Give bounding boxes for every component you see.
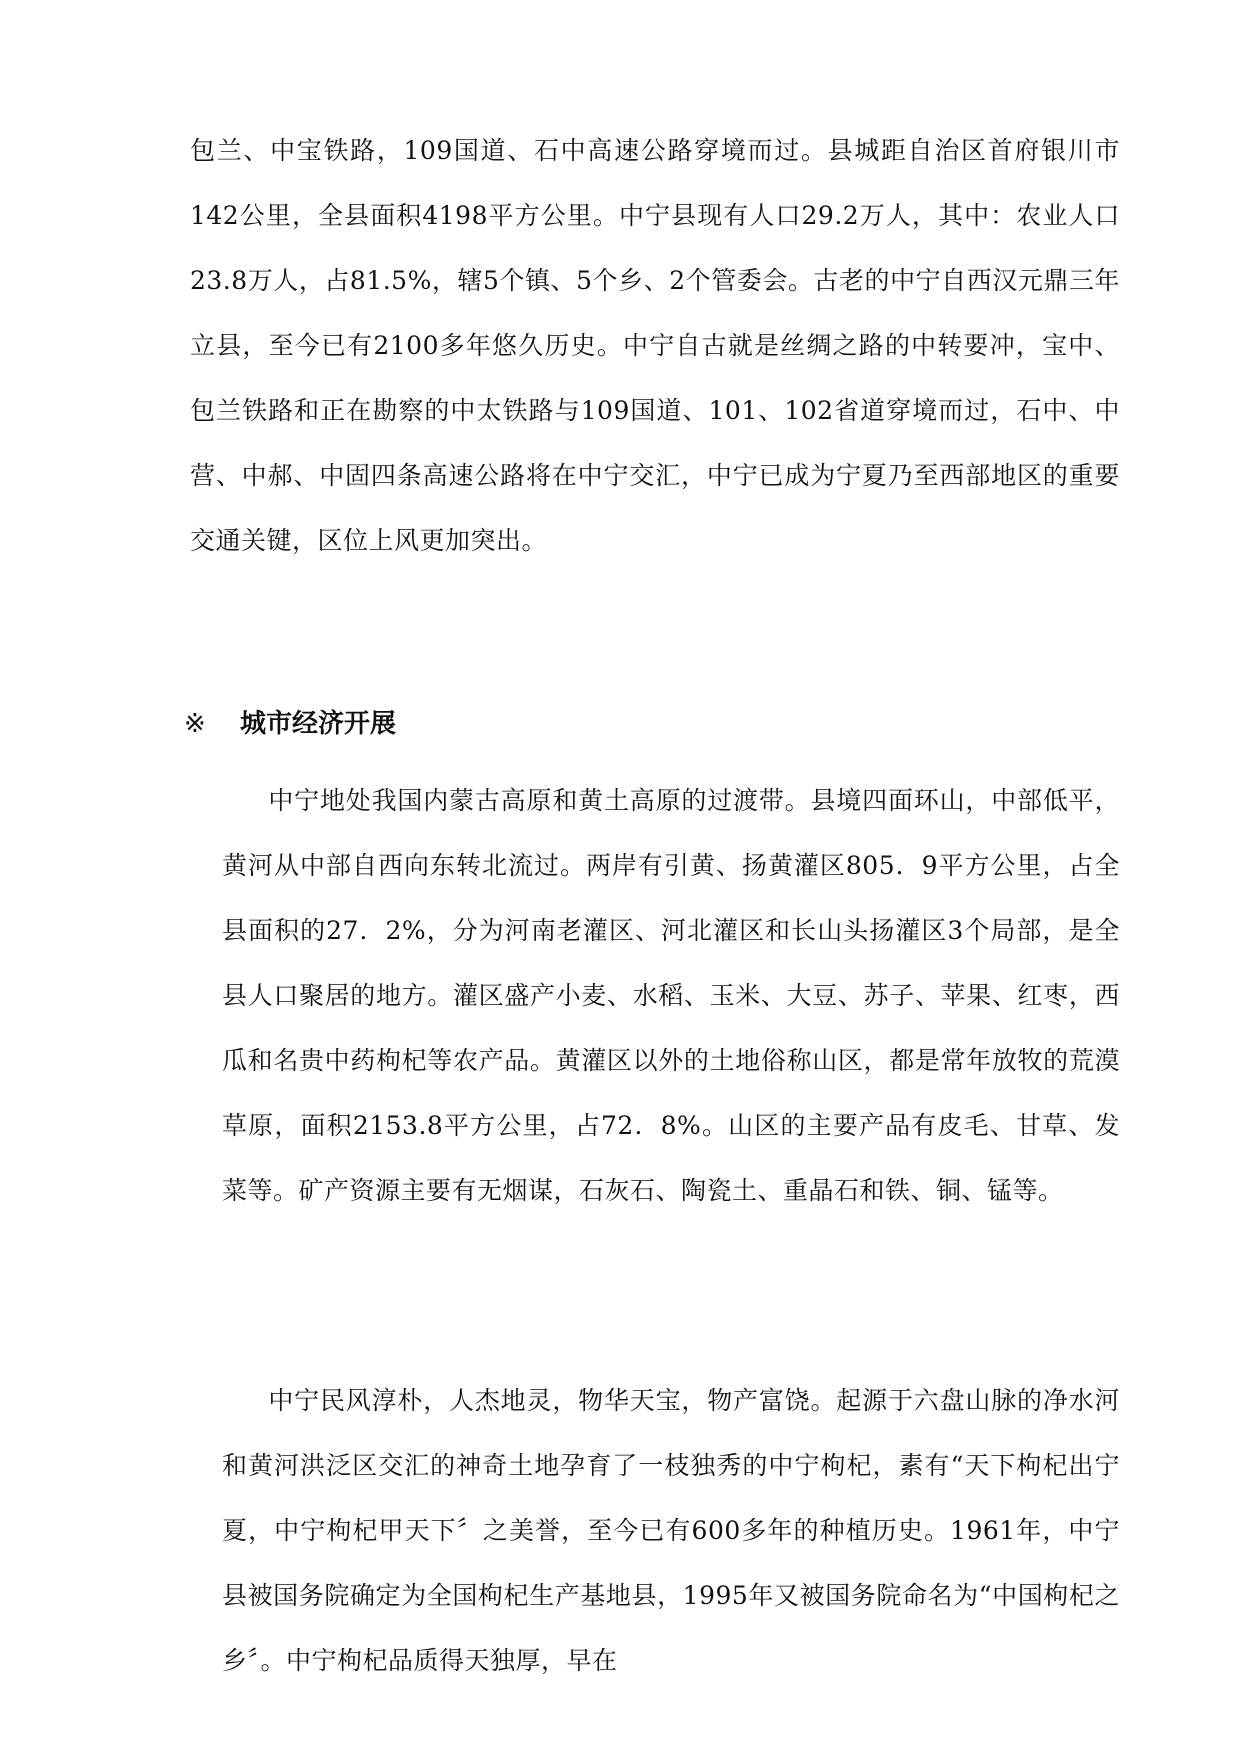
section-heading: [184, 700, 396, 748]
paragraph-text: 中宁民风淳朴，人杰地灵，物华天宝，物产富饶。起源于六盘山脉的净水河和黄河洪泛区交汇的神奇土地孕育了一枝独秀的中宁枸杞，素有“天下枸杞出宁夏，中宁枸杞甲天下〞之美誉，至今已有600多年的种植历史。1961年，中宁县被国务院确定为全国枸杞生产基地县，1995年又被国务院命名为“中国枸杞之乡〞。中宁枸杞品质得天独厚，早在: [222, 1386, 1120, 1675]
body-paragraph-geography: [222, 768, 1120, 1223]
body-paragraph-wolfberry: [222, 1368, 1120, 1693]
intro-paragraph: 包兰、中宝铁路，109国道、石中高速公路穿境而过。县城距自治区首府银川市142公里，全县面积4198平方公里。中宁县现有人口29.2万人，其中：农业人口23.8万人，占81.5%，辖5个镇、5个乡、2个管委会。古老的中宁自西汉元鼎三年立县，至今已有2100多年悠久历史。中宁自古就是丝绸之路的中转要冲，宝中、包兰铁路和正在勘察的中太铁路与109国道、101、102省道穿境而过，石中、中营、中郝、中固四条高速公路将在中宁交汇，中宁已成为宁夏乃至西部地区的重要交通关键，区位上风更加突出。: [190, 136, 1120, 555]
paragraph-text: 中宁地处我国内蒙古高原和黄土高原的过渡带。县境四面环山，中部低平，黄河从中部自西向东转北流过。两岸有引黄、扬黄灌区805．9平方公里，占全县面积的27．2%，分为河南老灌区、河北灌区和长山头扬灌区3个局部，是全县人口聚居的地方。灌区盛产小麦、水稻、玉米、大豆、苏子、苹果、红枣，西瓜和名贵中药枸杞等农产品。黄灌区以外的土地俗称山区，都是常年放牧的荒漠草原，面积2153.8平方公里，占72．8%。山区的主要产品有皮毛、甘草、发菜等。矿产资源主要有无烟谋，石灰石、陶瓷土、重晶石和铁、铜、锰等。: [222, 786, 1120, 1205]
reference-mark-icon: ※: [184, 709, 206, 739]
section-title: 城市经济开展: [240, 709, 397, 739]
